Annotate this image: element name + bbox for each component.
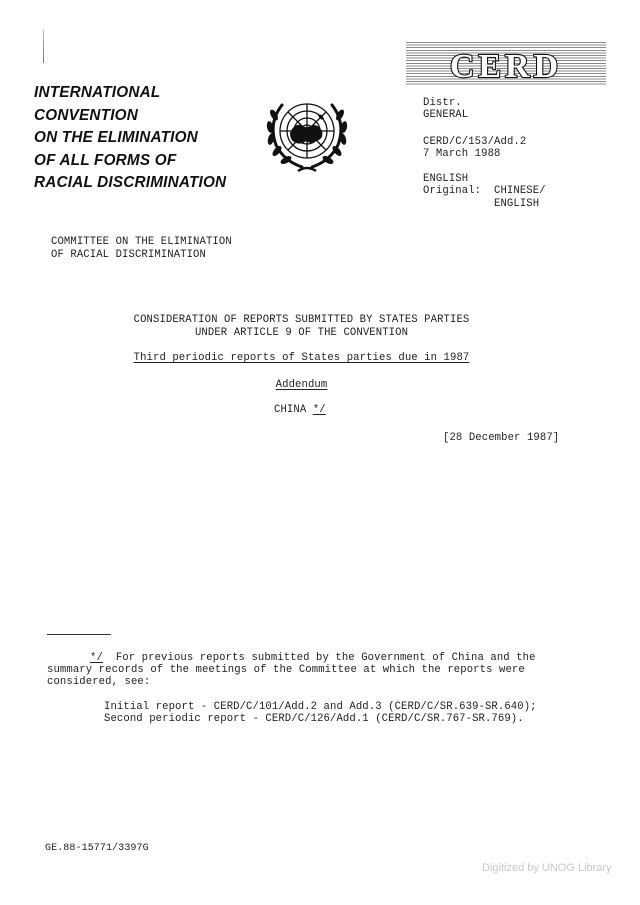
title-line: ON THE ELIMINATION [34,129,198,147]
cerd-logo-text: CERD [449,48,563,85]
title-line: INTERNATIONAL [34,84,161,101]
footnote-reference-item: Second periodic report - CERD/C/126/Add.1 (CERD/C/SR.767-SR.769). [104,713,524,725]
report-heading: CONSIDERATION OF REPORTS SUBMITTED BY STATES PARTIES [133,314,470,326]
footnote-divider [47,634,111,635]
original-label: Original: [423,185,482,197]
document-language: ENGLISH [423,173,469,185]
country-name: CHINA [274,404,307,416]
document-date: 7 March 1988 [423,148,501,160]
distr-label: Distr. [423,97,462,109]
addendum-label: Addendum [275,379,328,391]
original-language: CHINESE/ [494,185,546,197]
footnote-text: summary records of the meetings of the Committee at which the reports were [47,664,525,676]
committee-name: OF RACIAL DISCRIMINATION [51,249,206,261]
margin-mark [43,30,44,63]
footnote-reference: */ [312,404,326,416]
footnote-text: For previous reports submitted by the Government of China and the [115,652,536,664]
title-line: CONVENTION [34,106,138,124]
report-date: [28 December 1987] [443,432,560,444]
convention-title [34,82,226,195]
committee-name: COMMITTEE ON THE ELIMINATION [51,236,232,248]
title-line: RACIAL DISCRIMINATION [34,174,227,192]
document-symbol: CERD/C/153/Add.2 [423,136,527,148]
title-line: OF ALL FORMS OF [34,151,177,169]
un-emblem-icon [262,93,352,175]
original-language: ENGLISH [494,198,540,210]
footnote-reference-item: Initial report - CERD/C/101/Add.2 and Add.3 (CERD/C/SR.639-SR.640); [104,701,537,713]
distr-value: GENERAL [423,109,469,121]
footnote-text: considered, see: [47,676,151,688]
footnote-marker: */ [90,652,103,664]
report-heading: UNDER ARTICLE 9 OF THE CONVENTION [194,327,409,339]
digitization-watermark: Digitized by UNOG Library [482,862,612,874]
report-subheading: Third periodic reports of States parties due in 1987 [133,352,470,364]
job-number: GE.88-15771/3397G [45,843,149,854]
cerd-logo [406,42,606,85]
state-party [274,404,326,417]
